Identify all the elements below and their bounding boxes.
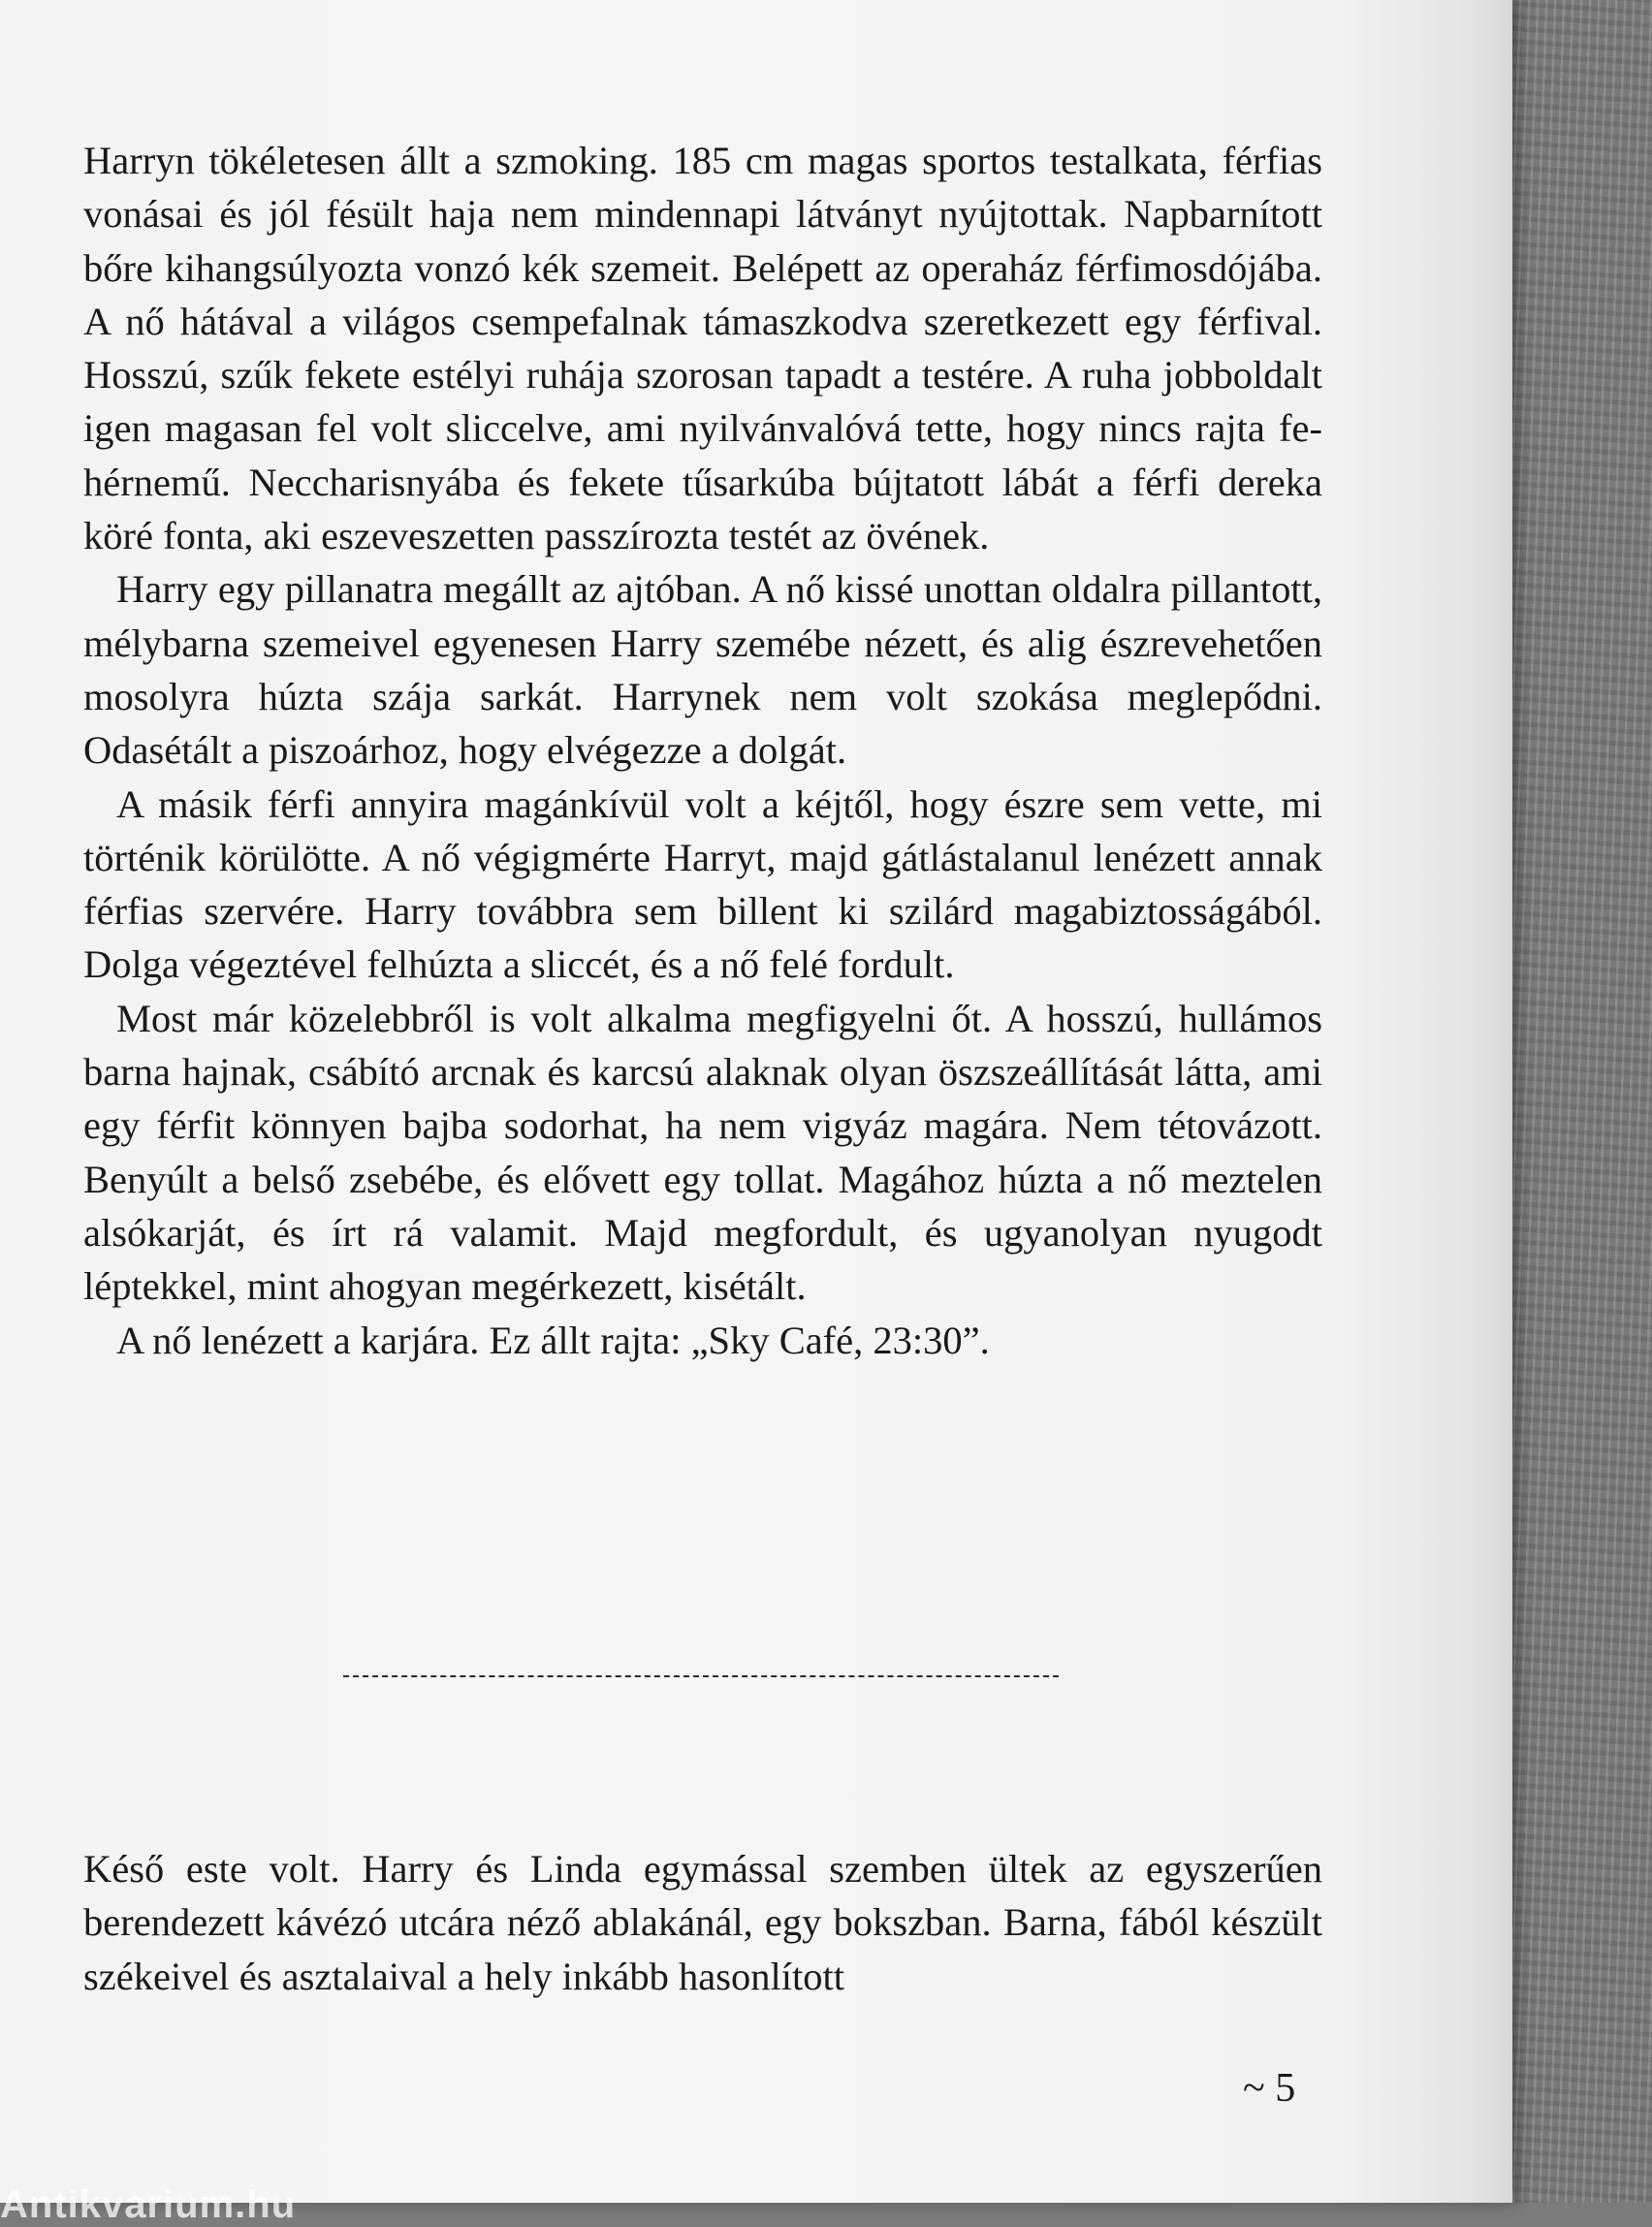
paragraph-2: Harry egy pillanatra megállt az ajtóban. A nő kissé unottan oldalra pillantott, mélybarna szemeivel egyenesen Harry szemébe nézett, és alig észrevehetően mosolyra húzta szája sarkát. Harrynek nem volt szokása meglepődni. Odasétált a piszoárhoz, hogy elvégezze a dolgát. [83,567,1322,773]
paragraph-3: A másik férfi annyira magánkívül volt a kéjtől, hogy észre sem vette, mi történik körülötte. A nő végigmérte Harryt, majd gátlástalanul lenézett annak férfias szervére. Harry továbbra sem billent ki szilárd magabiztosságából. Dolga végeztével felhúzta a sliccét, és a nő felé fordult. [83,781,1322,987]
paragraph-4: Most már közelebbről is volt alkalma megfigyelni őt. A hosszú, hullámos barna hajnak, csábító arcnak és karcsú alaknak olyan öszszeállítását látta, ami egy férfit könnyen bajba sodorhat, ha nem vigyáz magára. Nem tétovázott. Benyúlt a belső zsebébe, és elővett egy tollat. Magához húzta a nő meztelen alsókarját, és írt rá valamit. Majd megfordult, és ugyanolyan nyugodt léptekkel, mint ahogyan megérkezett, kisétált. [83,996,1322,1309]
page-number: ~ 5 [1243,2066,1296,2111]
section-1-text [83,134,1322,1367]
section-divider [343,1675,1059,1677]
section-2-paragraph: Késő este volt. Harry és Linda egymással szemben ültek az egyszerűen berendezett kávézó utcára néző ablakánál, egy bokszban. Barna, fából készült székeivel és asztalaival a hely inkább hasonlított [83,1847,1322,1998]
watermark: Antikvarium.hu [0,2183,297,2226]
background-surface [1493,0,1652,2203]
paragraph-5: A nő lenézett a karjára. Ez állt rajta: „Sky Café, 23:30”. [116,1318,990,1362]
paragraph-1: Harryn tökéletesen állt a szmoking. 185 cm magas sportos testalkata, férfias vonásai és jól fésült haja nem mindennapi látványt nyújtottak. Napbarnított bőre kihangsúlyozta vonzó kék szemeit. Belépett az operaház férfimosdójába. A nő hátával a világos csempefalnak támaszkodva szeretkezett egy férfival. Hosszú, szűk fekete estélyi ruhája szorosan tapadt a testére. A ruha jobboldalt igen magasan fel volt sliccelve, ami nyilvánvalóvá tette, hogy nincs rajta fehérnemű. Neccharisnyába és fekete tűsarkúba bújtatott lábát a férfi dereka köré fonta, aki eszeveszetten passzírozta testét az övének. [83,139,1322,558]
